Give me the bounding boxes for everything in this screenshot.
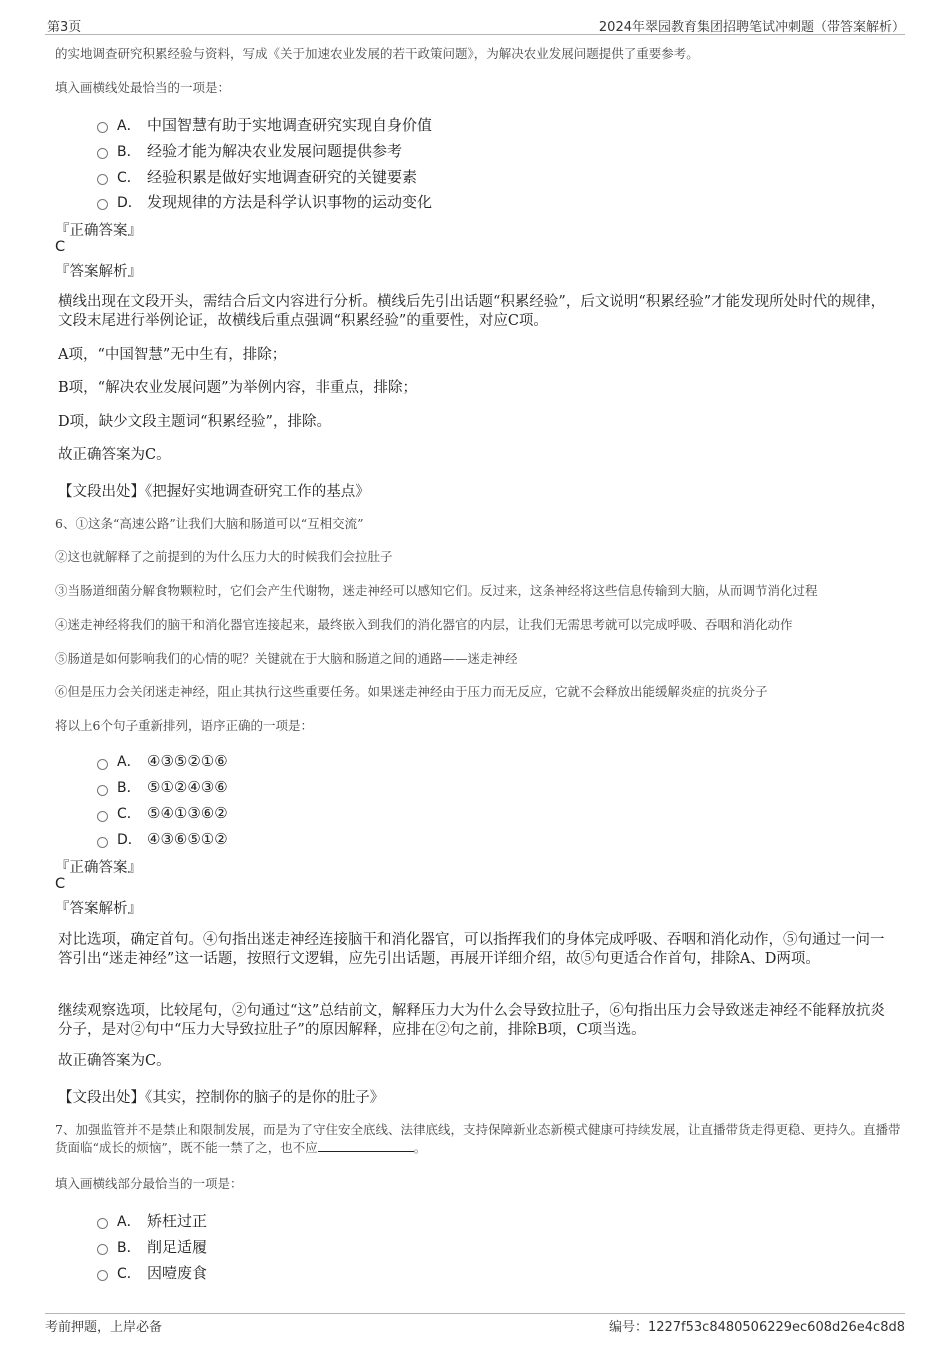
q6-option-d[interactable] bbox=[97, 829, 228, 849]
q5-prompt: 填入画横线处最恰当的一项是： bbox=[55, 80, 231, 95]
q5-analysis-paragraph: 横线出现在文段开头，需结合后文内容进行分析。横线后先引出话题“积累经验”，后文说明“积累经验”才能发现所处时代的规律，文段末尾进行举例论证，故横线后重点强调“积累经验”的重要性，对应C项。 bbox=[58, 294, 886, 329]
radio-icon[interactable] bbox=[97, 199, 108, 210]
option-letter: B． bbox=[117, 143, 141, 160]
q7-stem bbox=[55, 1121, 905, 1157]
radio-icon[interactable] bbox=[97, 837, 108, 848]
q6-sentence-1: 6、①这条“高速公路”让我们大脑和肠道可以“互相交流” bbox=[55, 516, 364, 531]
radio-icon[interactable] bbox=[97, 148, 108, 159]
radio-icon[interactable] bbox=[97, 811, 108, 822]
q5-answer: C bbox=[55, 239, 66, 255]
option-letter: D． bbox=[117, 194, 142, 211]
document-title: 2024年翠园教育集团招聘笔试冲刺题（带答案解析） bbox=[598, 20, 905, 35]
option-text: 削足适履 bbox=[147, 1238, 208, 1256]
q6-analysis-paragraph-1: 对比选项，确定首句。④句指出迷走神经连接脑干和消化器官，可以指挥我们的身体完成呼吸、吞咽和消化动作，⑤句通过一问一答引出“迷走神经”这一话题，按照行文逻辑，应先引出话题，再展开详细介绍，故⑤句更适合作首句，排除A、D两项。 bbox=[58, 932, 885, 967]
q5-analysis-d: D项，缺少文段主题词“积累经验”，排除。 bbox=[58, 414, 331, 430]
q6-sentence-4: ④迷走神经将我们的脑干和消化器官连接起来，最终嵌入到我们的消化器官的内层，让我们无需思考就可以完成呼吸、吞咽和消化动作 bbox=[55, 617, 793, 632]
document-code: 编号：1227f53c8480506229ec608d26e4c8d8 bbox=[608, 1320, 905, 1335]
q5-analysis-a: A项，“中国智慧”无中生有，排除； bbox=[58, 347, 287, 363]
q6-option-a[interactable] bbox=[97, 751, 228, 771]
q5-analysis-b: B项，“解决农业发展问题”为举例内容，非重点，排除； bbox=[58, 380, 417, 396]
q6-sentence-2: ②这也就解释了之前提到的为什么压力大的时候我们会拉肚子 bbox=[55, 549, 393, 564]
radio-icon[interactable] bbox=[97, 785, 108, 796]
option-text: ④③⑤②①⑥ bbox=[147, 752, 228, 770]
option-text: ④③⑥⑤①② bbox=[147, 830, 228, 848]
option-text: ⑤④①③⑥② bbox=[147, 804, 228, 822]
q7-prompt: 填入画横线部分最恰当的一项是： bbox=[55, 1176, 243, 1191]
q6-sentence-5: ⑤肠道是如何影响我们的心情的呢？关键就在于大脑和肠道之间的通路——迷走神经 bbox=[55, 651, 518, 666]
option-text: 经验积累是做好实地调查研究的关键要素 bbox=[147, 168, 418, 186]
option-text: 中国智慧有助于实地调查研究实现自身价值 bbox=[147, 116, 433, 134]
option-letter: C． bbox=[117, 1265, 141, 1282]
q6-conclusion: 故正确答案为C。 bbox=[58, 1053, 171, 1069]
option-letter: B． bbox=[117, 1239, 141, 1256]
option-letter: A． bbox=[117, 1213, 141, 1230]
q6-option-b[interactable] bbox=[97, 777, 228, 797]
q5-analysis-label: 『答案解析』 bbox=[55, 264, 142, 280]
q5-intro-tail: 的实地调查研究积累经验与资料，写成《关于加速农业发展的若干政策问题》，为解决农业发展问题提供了重要参考。 bbox=[55, 46, 699, 61]
q7-fill-blank bbox=[318, 1139, 414, 1152]
q7-option-b[interactable] bbox=[97, 1236, 207, 1257]
radio-icon[interactable] bbox=[97, 122, 108, 133]
q5-option-b[interactable] bbox=[97, 140, 402, 161]
q6-source: 【文段出处】《其实，控制你的脑子的是你的肚子》 bbox=[58, 1090, 385, 1106]
q5-source: 【文段出处】《把握好实地调查研究工作的基点》 bbox=[58, 484, 370, 500]
q7-option-a[interactable] bbox=[97, 1210, 207, 1231]
q5-option-c[interactable] bbox=[97, 166, 417, 187]
q6-prompt: 将以上6个句子重新排列，语序正确的一项是： bbox=[55, 718, 313, 733]
option-letter: C． bbox=[117, 806, 141, 822]
q5-option-a[interactable] bbox=[97, 114, 432, 135]
page-number: 第3页 bbox=[47, 20, 82, 35]
radio-icon[interactable] bbox=[97, 1218, 108, 1229]
option-text: 因噎废食 bbox=[147, 1264, 208, 1282]
option-text: ⑤①②④③⑥ bbox=[147, 778, 228, 796]
option-letter: A． bbox=[117, 117, 141, 134]
q6-analysis-label: 『答案解析』 bbox=[55, 901, 142, 917]
radio-icon[interactable] bbox=[97, 1270, 108, 1281]
q7-option-c[interactable] bbox=[97, 1262, 207, 1283]
q6-option-c[interactable] bbox=[97, 803, 228, 823]
q6-sentence-3: ③当肠道细菌分解食物颗粒时，它们会产生代谢物，迷走神经可以感知它们。反过来，这条神经将这些信息传输到大脑，从而调节消化过程 bbox=[55, 583, 818, 598]
option-text: 发现规律的方法是科学认识事物的运动变化 bbox=[147, 193, 433, 211]
radio-icon[interactable] bbox=[97, 1244, 108, 1255]
option-text: 经验才能为解决农业发展问题提供参考 bbox=[147, 142, 403, 160]
q6-answer: C bbox=[55, 876, 66, 892]
option-text: 矫枉过正 bbox=[147, 1212, 208, 1230]
q5-conclusion: 故正确答案为C。 bbox=[58, 447, 171, 463]
q6-answer-label: 『正确答案』 bbox=[55, 860, 142, 876]
option-letter: B． bbox=[117, 780, 141, 796]
option-letter: D． bbox=[117, 832, 142, 848]
page-footer bbox=[45, 1313, 905, 1334]
q6-analysis-paragraph-2: 继续观察选项，比较尾句，②句通过“这”总结前文，解释压力大为什么会导致拉肚子，⑥句指出压力会导致迷走神经不能释放抗炎分子，是对②句中“压力大导致拉肚子”的原因解释，应排在②句之前，排除B项，C项当选。 bbox=[58, 1003, 885, 1038]
footer-slogan: 考前押题，上岸必备 bbox=[45, 1320, 163, 1335]
q5-answer-label: 『正确答案』 bbox=[55, 223, 142, 239]
q6-sentence-6: ⑥但是压力会关闭迷走神经，阻止其执行这些重要任务。如果迷走神经由于压力而无反应，它就不会释放出能缓解炎症的抗炎分子 bbox=[55, 684, 768, 699]
q7-stem-end: 。 bbox=[413, 1140, 427, 1155]
page-header bbox=[45, 14, 905, 35]
q7-stem-text: 7、加强监管并不是禁止和限制发展，而是为了守住安全底线、法律底线，支持保障新业态新模式健康可持续发展，让直播带货走得更稳、更持久。直播带货面临“成长的烦恼”，既不能一禁了之，也不应 bbox=[55, 1122, 901, 1155]
q5-option-d[interactable] bbox=[97, 191, 432, 212]
option-letter: C． bbox=[117, 169, 141, 186]
radio-icon[interactable] bbox=[97, 759, 108, 770]
option-letter: A． bbox=[117, 754, 141, 770]
radio-icon[interactable] bbox=[97, 174, 108, 185]
